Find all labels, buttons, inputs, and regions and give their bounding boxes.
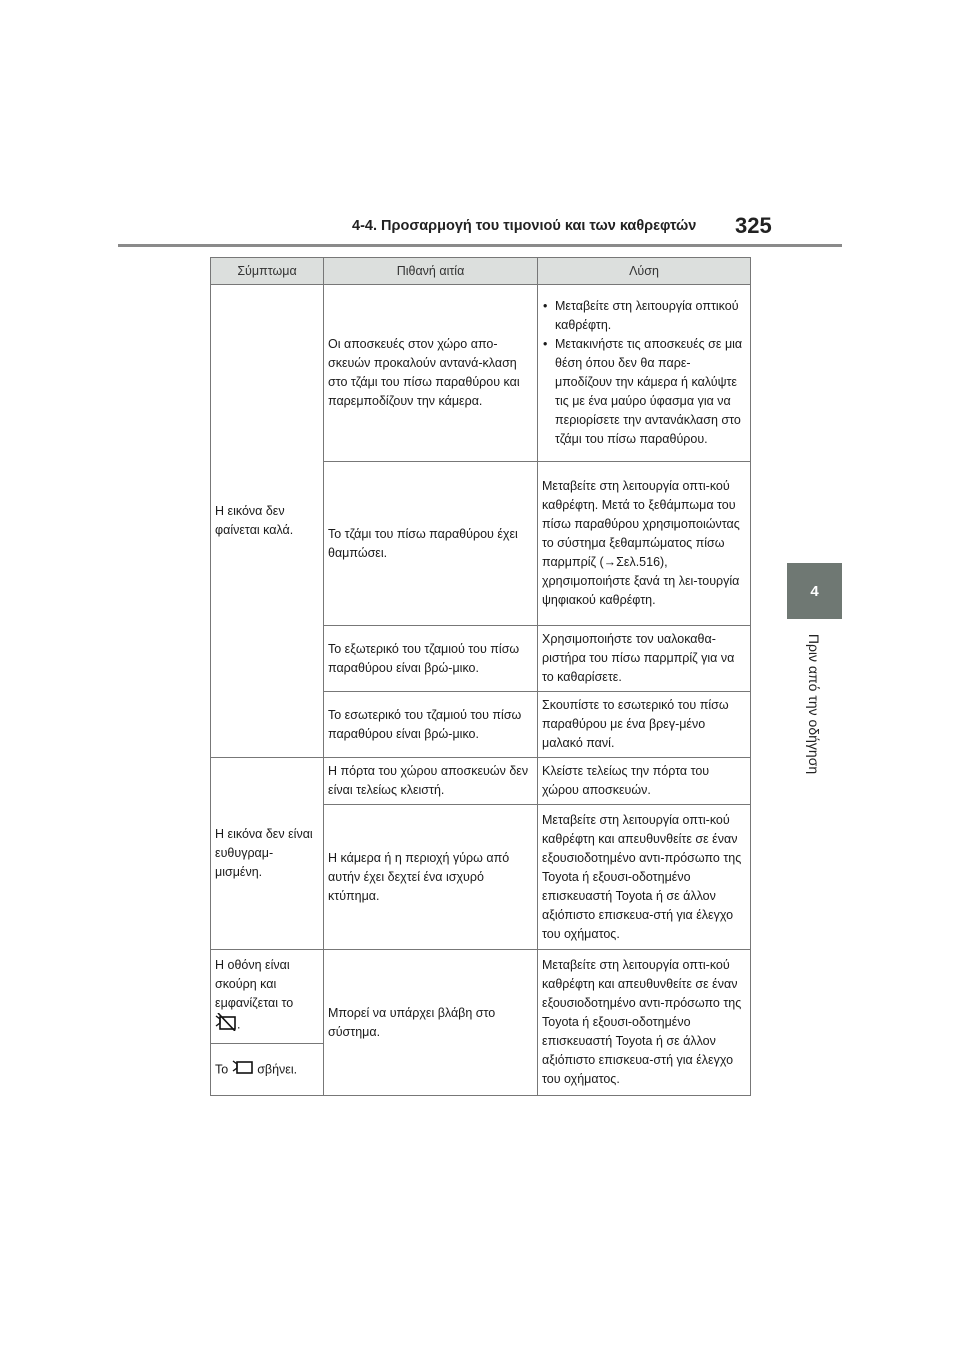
troubleshooting-table [210,257,751,1096]
column-header-symptom: Σύμπτωμα [211,258,324,285]
solution-cell: Κλείστε τελείως την πόρτα του χώρου αποσκευών. [538,758,751,805]
cause-cell: Οι αποσκευές στον χώρο απο-σκευών προκαλούν αντανά-κλαση στο τζάμι του πίσω παραθύρου και παρεμποδίζουν την κάμερα. [324,285,538,462]
solution-cell: Μεταβείτε στη λειτουργία οπτι-κού καθρέφτη. Μετά το ξεθάμπωμα του πίσω παραθύρου χρησιμοποιώντας το σύστημα ξεθαμπώματος πίσω παρμπρίζ (→Σελ.516), χρησιμοποιήστε ξανά τη λει-τουργία ψηφιακού καθρέφτη. [538,462,751,626]
list-item: • Μεταβείτε στη λειτουργία οπτικού καθρέφτη. [542,297,746,335]
page-number: 325 [735,213,772,238]
chapter-tab [787,563,842,619]
solution-cell: Σκουπίστε το εσωτερικό του πίσω παραθύρου με ένα βρεγ-μένο μαλακό πανί. [538,692,751,758]
table-row [211,758,751,805]
section-title: 4-4. Προσαρμογή του τιμονιού και των καθρεφτών [352,218,697,234]
cause-cell: Το εσωτερικό του τζαμιού του πίσω παραθύρου είναι βρώ-μικο. [324,692,538,758]
table-row [211,950,751,1044]
cause-cell: Το τζάμι του πίσω παραθύρου έχει θαμπώσει. [324,462,538,626]
symptom-cell: Η εικόνα δεν είναι ευθυγραμ-μισμένη. [211,758,324,950]
cause-cell: Το εξωτερικό του τζαμιού του πίσω παραθύρου είναι βρώ-μικο. [324,626,538,692]
solution-cell: Μεταβείτε στη λειτουργία οπτι-κού καθρέφτη και απευθυνθείτε σε έναν εξουσιοδοτημένο αντι-πρόσωπο της Toyota ή εξουσι-οδοτημένο επισκευαστή Toyota ή σε άλλον αξιόπιστο επισκευα-στή για έλεγχο του οχήματος. [538,805,751,950]
symptom-cell: Η εικόνα δεν φαίνεται καλά. [211,285,324,758]
symptom-text: σβήνει. [257,1061,298,1076]
digital-mirror-icon [232,1059,254,1081]
column-header-solution: Λύση [538,258,751,285]
symptom-text-end: . [237,1017,241,1032]
digital-mirror-crossed-icon [215,1013,237,1037]
symptom-text: Το [215,1061,229,1076]
chapter-number: 4 [810,582,819,600]
cause-cell: Η πόρτα του χώρου αποσκευών δεν είναι τελείως κλειστή. [324,758,538,805]
header-divider [118,244,842,247]
chapter-title: Πριν από την οδήγηση [806,633,822,775]
cause-cell: Η κάμερα ή η περιοχή γύρω από αυτήν έχει δεχτεί ένα ισχυρό κτύπημα. [324,805,538,950]
cause-cell: Μπορεί να υπάρχει βλάβη στο σύστημα. [324,950,538,1096]
table-row [211,285,751,462]
solution-cell: Χρησιμοποιήστε τον υαλοκαθα-ριστήρα του πίσω παρμπρίζ για να το καθαρίσετε. [538,626,751,692]
list-item: • Μετακινήστε τις αποσκευές σε μια θέση όπου δεν θα παρε-μποδίζουν την κάμερα ή καλύψτε τις με ένα μαύρο ύφασμα για να περιορίσετε την αντανάκλαση στο τζάμι του πίσω παραθύρου. [542,335,746,449]
symptom-cell [211,950,324,1044]
column-header-cause: Πιθανή αιτία [324,258,538,285]
table-header-row [211,258,751,285]
solution-cell: Μεταβείτε στη λειτουργία οπτι-κού καθρέφτη και απευθυνθείτε σε έναν εξουσιοδοτημένο αντι-πρόσωπο της Toyota ή εξουσι-οδοτημένο επισκευαστή Toyota ή σε άλλον αξιόπιστο επισκευα-στή για έλεγχο του οχήματος. [538,950,751,1096]
solution-list [542,297,746,449]
symptom-text: Η οθόνη είναι σκούρη και εμφανίζεται το [215,958,294,1010]
solution-cell [538,285,751,462]
symptom-cell [211,1044,324,1096]
